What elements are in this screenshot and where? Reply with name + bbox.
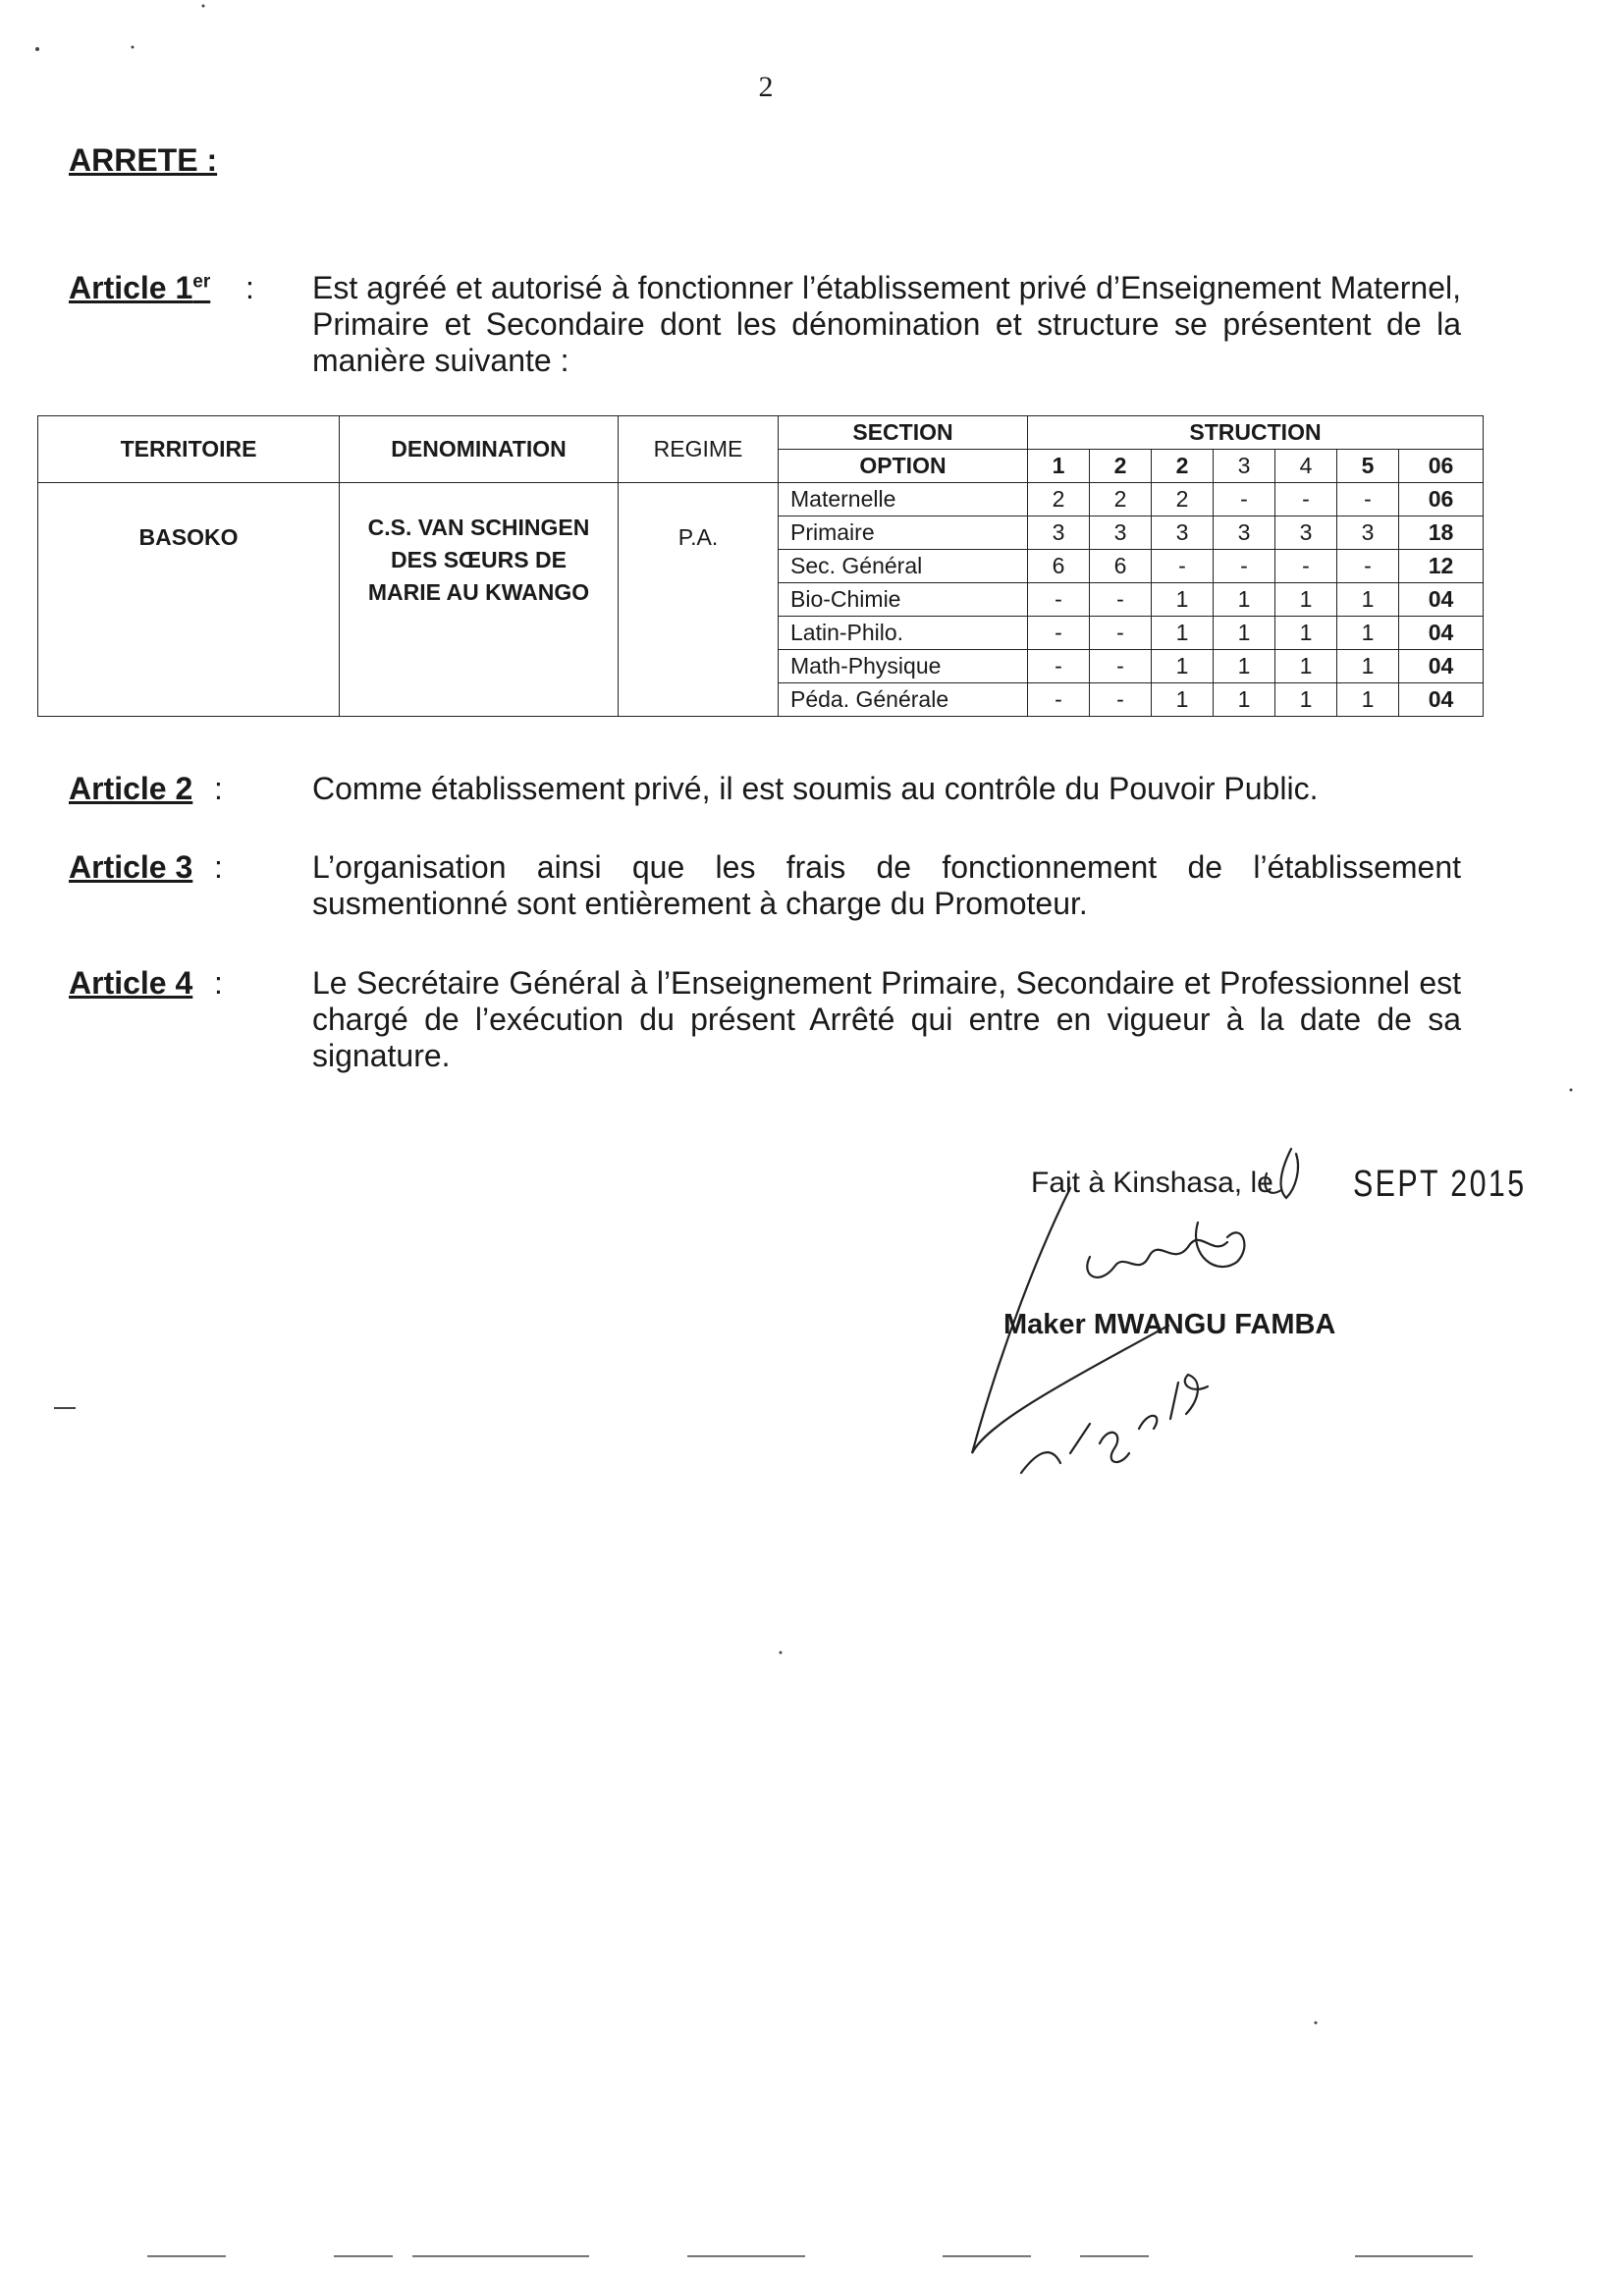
total-cell: 18 <box>1399 516 1484 550</box>
option-cell: Math-Physique <box>779 650 1028 683</box>
value-cell: 1 <box>1152 583 1214 617</box>
value-cell: - <box>1337 483 1399 516</box>
article-4-colon: : <box>214 965 223 1001</box>
option-cell: Péda. Générale <box>779 683 1028 717</box>
header-territoire: TERRITOIRE <box>38 416 340 483</box>
option-cell: Maternelle <box>779 483 1028 516</box>
value-cell: 3 <box>1152 516 1214 550</box>
header-option: OPTION <box>779 450 1028 483</box>
value-cell: 6 <box>1090 550 1152 583</box>
value-cell: 1 <box>1214 583 1275 617</box>
value-cell: 3 <box>1214 516 1275 550</box>
total-cell: 04 <box>1399 617 1484 650</box>
option-cell: Latin-Philo. <box>779 617 1028 650</box>
article-1-text: Est agréé et autorisé à fonctionner l’établissement privé d’Enseignement Maternel, Primaire et Secondaire dont les dénomination et structure se présentent de la manière suivante : <box>312 270 1461 378</box>
value-cell: - <box>1214 550 1275 583</box>
signatory-name: Maker MWANGU FAMBA <box>1003 1309 1336 1340</box>
option-cell: Sec. Général <box>779 550 1028 583</box>
total-cell: 04 <box>1399 650 1484 683</box>
territoire-cell: BASOKO <box>38 483 340 717</box>
option-cell: Primaire <box>779 516 1028 550</box>
value-cell: - <box>1337 550 1399 583</box>
value-cell: 2 <box>1028 483 1090 516</box>
level-header: 1 <box>1028 450 1090 483</box>
value-cell: - <box>1090 650 1152 683</box>
value-cell: 2 <box>1152 483 1214 516</box>
article-3-label: Article 3 <box>69 849 193 885</box>
value-cell: 1 <box>1275 617 1337 650</box>
value-cell: - <box>1090 683 1152 717</box>
decree-heading: ARRETE : <box>69 142 218 178</box>
value-cell: 1 <box>1337 617 1399 650</box>
article-2-text: Comme établissement privé, il est soumis au contrôle du Pouvoir Public. <box>312 771 1319 806</box>
value-cell: - <box>1090 617 1152 650</box>
value-cell: 3 <box>1028 516 1090 550</box>
date-stamp: SEPT 2015 <box>1353 1164 1527 1205</box>
value-cell: - <box>1152 550 1214 583</box>
value-cell: - <box>1028 583 1090 617</box>
regime-cell: P.A. <box>619 483 779 717</box>
article-1-superscript: er <box>192 271 211 293</box>
denomination-line: C.S. VAN SCHINGEN <box>367 515 590 540</box>
value-cell: - <box>1275 483 1337 516</box>
value-cell: 1 <box>1275 583 1337 617</box>
total-cell: 04 <box>1399 683 1484 717</box>
value-cell: 1 <box>1214 617 1275 650</box>
article-2-colon: : <box>214 771 223 806</box>
article-1-label: Article 1er <box>69 270 211 305</box>
value-cell: 1 <box>1337 583 1399 617</box>
value-cell: 1 <box>1275 683 1337 717</box>
value-cell: 1 <box>1214 683 1275 717</box>
total-cell: 06 <box>1399 483 1484 516</box>
value-cell: 1 <box>1337 650 1399 683</box>
header-struction: STRUCTION <box>1028 416 1484 450</box>
value-cell: 1 <box>1152 617 1214 650</box>
level-header: 2 <box>1090 450 1152 483</box>
page-number: 2 <box>758 71 774 103</box>
article-4-label: Article 4 <box>69 965 193 1001</box>
header-regime: REGIME <box>619 416 779 483</box>
header-section: SECTION <box>779 416 1028 450</box>
level-header: 5 <box>1337 450 1399 483</box>
value-cell: 2 <box>1090 483 1152 516</box>
value-cell: 1 <box>1152 683 1214 717</box>
article-4-text: Le Secrétaire Général à l’Enseignement Primaire, Secondaire et Professionnel est chargé de l’exécution du présent Arrêté qui entre en vigueur à la date de sa signature. <box>312 965 1461 1073</box>
level-header: 3 <box>1214 450 1275 483</box>
value-cell: 3 <box>1275 516 1337 550</box>
value-cell: - <box>1028 650 1090 683</box>
value-cell: 1 <box>1214 650 1275 683</box>
denomination-line: DES SŒURS DE <box>391 547 567 572</box>
article-1-colon: : <box>245 270 254 305</box>
value-cell: - <box>1214 483 1275 516</box>
value-cell: - <box>1275 550 1337 583</box>
level-header: 4 <box>1275 450 1337 483</box>
value-cell: 1 <box>1275 650 1337 683</box>
article-3-text: L’organisation ainsi que les frais de fonctionnement de l’établissement susmentionné sont entièrement à charge du Promoteur. <box>312 849 1461 921</box>
total-cell: 12 <box>1399 550 1484 583</box>
article-2-label: Article 2 <box>69 771 193 806</box>
value-cell: - <box>1028 617 1090 650</box>
total-cell: 04 <box>1399 583 1484 617</box>
option-cell: Bio-Chimie <box>779 583 1028 617</box>
denomination-line: MARIE AU KWANGO <box>367 579 590 605</box>
total-header: 06 <box>1399 450 1484 483</box>
value-cell: - <box>1028 683 1090 717</box>
header-denomination: DENOMINATION <box>340 416 619 483</box>
value-cell: 1 <box>1337 683 1399 717</box>
article-3-colon: : <box>214 849 223 885</box>
value-cell: 6 <box>1028 550 1090 583</box>
place-date-line: Fait à Kinshasa, le <box>1031 1167 1273 1199</box>
value-cell: 3 <box>1337 516 1399 550</box>
value-cell: 3 <box>1090 516 1152 550</box>
value-cell: 1 <box>1152 650 1214 683</box>
level-header: 2 <box>1152 450 1214 483</box>
value-cell: - <box>1090 583 1152 617</box>
